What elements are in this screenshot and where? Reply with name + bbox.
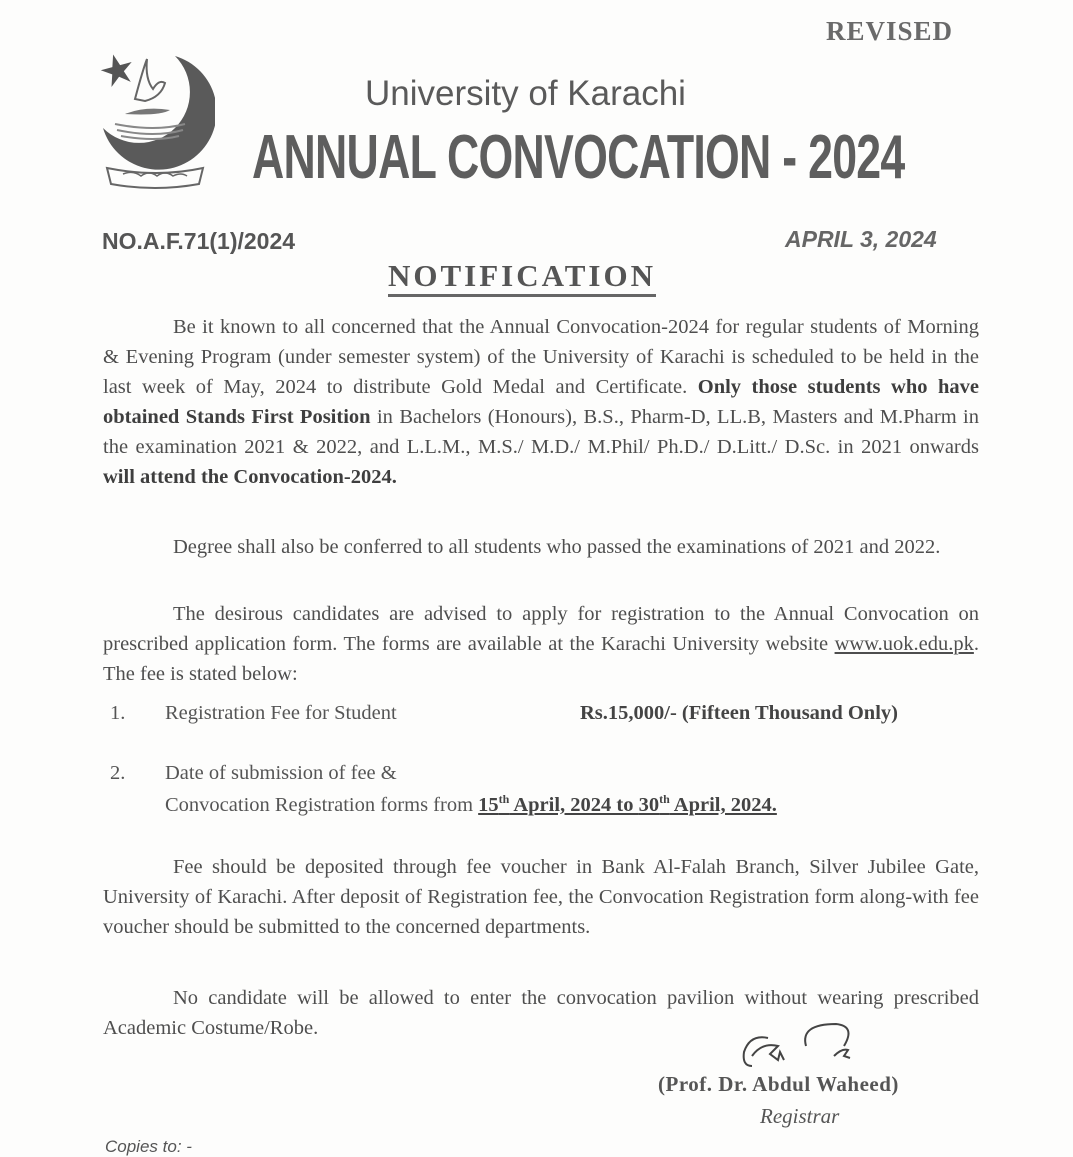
reference-number: NO.A.F.71(1)/2024	[102, 228, 296, 254]
attendance-text: will attend the Convocation-2024.	[103, 466, 397, 488]
revised-stamp: REVISED	[826, 16, 954, 46]
notification-heading: NOTIFICATION	[388, 258, 656, 297]
signatory-name: (Prof. Dr. Abdul Waheed)	[658, 1072, 899, 1096]
university-name: University of Karachi	[365, 74, 686, 113]
item-label-1: Registration Fee for Student	[165, 702, 397, 724]
document-date: APRIL 3, 2024	[785, 226, 937, 252]
paragraph-registration: The desirous candidates are advised to apply for registration to the Annual Convocation on prescribed application form. The forms are available at the Karachi University website www.uok.edu.pk. The fee is stated below:	[103, 603, 979, 685]
registration-fee-value: Rs.15,000/- (Fifteen Thousand Only)	[580, 702, 898, 724]
convocation-title: ANNUAL CONVOCATION - 2024	[252, 123, 905, 192]
eligibility-text: Only those students who have obtained Stands First Position	[103, 376, 979, 428]
item-label-2-line2: Convocation Registration forms from 15th April, 2024 to 30th April, 2024.	[165, 792, 777, 816]
paragraph-announcement: Be it known to all concerned that the Annual Convocation-2024 for regular students of Morning & Evening Program (under semester system) of the University of Karachi is scheduled to be held in the last week of May, 2024 to distribute Gold Medal and Certificate. Only those students who have obtained Stands First Position in Bachelors (Honours), B.S., Pharm-D, LL.B, Masters and M.Pharm in the examination 2021 & 2022, and L.L.M., M.S./ M.D./ M.Phil/ Ph.D./ D.Litt./ D.Sc. in 2021 onwards will attend the Convocation-2024.	[103, 316, 979, 488]
item-number-2: 2.	[110, 762, 126, 784]
copies-to-label: Copies to: -	[105, 1137, 192, 1156]
star-icon	[98, 50, 137, 88]
signature-icon	[738, 1016, 878, 1070]
paragraph-degree: Degree shall also be conferred to all students who passed the examinations of 2021 and 2022.	[173, 536, 941, 558]
signatory-designation: Registrar	[760, 1104, 840, 1128]
paragraph-costume: No candidate will be allowed to enter the convocation pavilion without wearing prescribed Academic Costume/Robe.	[103, 987, 979, 1039]
university-logo-icon	[95, 44, 215, 194]
website-link[interactable]: www.uok.edu.pk	[834, 633, 974, 655]
paragraph-fee-deposit: Fee should be deposited through fee voucher in Bank Al-Falah Branch, Silver Jubilee Gate, University of Karachi. After deposit of Registration fee, the Convocation Registration form along-with fee voucher should be submitted to the concerned departments.	[103, 856, 979, 938]
submission-date-range: 15th April, 2024 to 30th April, 2024.	[478, 792, 777, 816]
item-number-1: 1.	[110, 702, 126, 724]
item-label-2-line1: Date of submission of fee &	[165, 762, 397, 784]
